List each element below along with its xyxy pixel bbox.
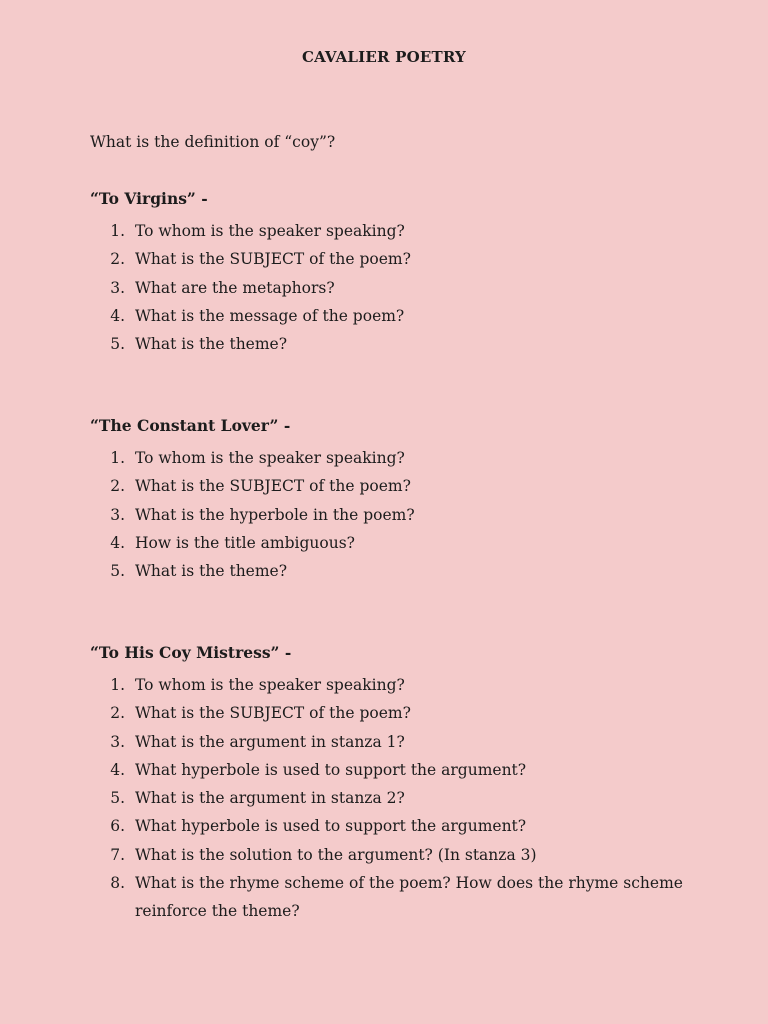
list-item [90,557,690,585]
section-constant-lover [90,416,690,585]
item-text: What is the argument in stanza 1? [135,732,405,751]
item-number: 1. [110,449,125,467]
item-text: What hyperbole is used to support the argument? [135,760,527,779]
item-text: To whom is the speaker speaking? [135,449,405,467]
intro-question: What is the definition of “coy”? [90,133,336,151]
item-number: 5. [110,789,125,808]
item-text: What is the theme? [135,562,288,581]
list-item [90,217,690,245]
item-text: To whom is the speaker speaking? [135,222,405,240]
list-item [90,671,690,699]
item-number: 4. [110,533,125,552]
item-number: 5. [110,335,125,354]
item-text: What is the SUBJECT of the poem? [135,704,411,723]
item-number: 2. [110,250,125,269]
section-heading: “The Constant Lover” - [90,416,291,435]
item-number: 4. [110,760,125,779]
list-item [90,841,690,869]
item-number: 6. [110,817,125,836]
list-item [90,444,690,472]
item-text: What is the argument in stanza 2? [135,789,405,808]
item-text: What is the solution to the argument? (In stanza 3) [135,845,537,864]
question-list [90,444,690,585]
list-item [90,245,690,273]
question-list [90,671,690,926]
item-number: 5. [110,562,125,581]
section-heading: “To Virgins” - [90,189,208,208]
list-item [90,756,690,784]
item-number: 7. [110,845,125,864]
list-item [90,274,690,302]
page-title: CAVALIER POETRY [302,48,466,66]
list-item [90,302,690,330]
list-item [90,330,690,358]
list-item [90,529,690,557]
item-text: What is the rhyme scheme of the poem? How does the rhyme scheme reinforce the theme? [135,874,683,921]
list-item [90,501,690,529]
list-item [90,784,690,812]
list-item [90,472,690,500]
item-text: What is the message of the poem? [135,306,405,325]
item-number: 1. [110,222,125,240]
item-number: 4. [110,306,125,325]
item-number: 2. [110,704,125,723]
section-coy-mistress [90,643,690,926]
item-text: How is the title ambiguous? [135,533,355,552]
section-to-virgins [90,189,690,358]
list-item [90,812,690,840]
item-text: What are the metaphors? [135,278,335,297]
item-number: 3. [110,505,125,524]
item-number: 3. [110,278,125,297]
item-text: What hyperbole is used to support the argument? [135,817,527,836]
item-text: What is the hyperbole in the poem? [135,505,415,524]
item-text: What is the SUBJECT of the poem? [135,477,411,496]
question-list [90,217,690,358]
list-item [90,728,690,756]
item-text: What is the SUBJECT of the poem? [135,250,411,269]
list-item [90,699,690,727]
item-text: To whom is the speaker speaking? [135,676,405,694]
section-heading: “To His Coy Mistress” - [90,643,292,662]
list-item [90,869,690,926]
item-number: 1. [110,676,125,694]
item-number: 8. [110,874,125,893]
item-text: What is the theme? [135,335,288,354]
item-number: 2. [110,477,125,496]
item-number: 3. [110,732,125,751]
